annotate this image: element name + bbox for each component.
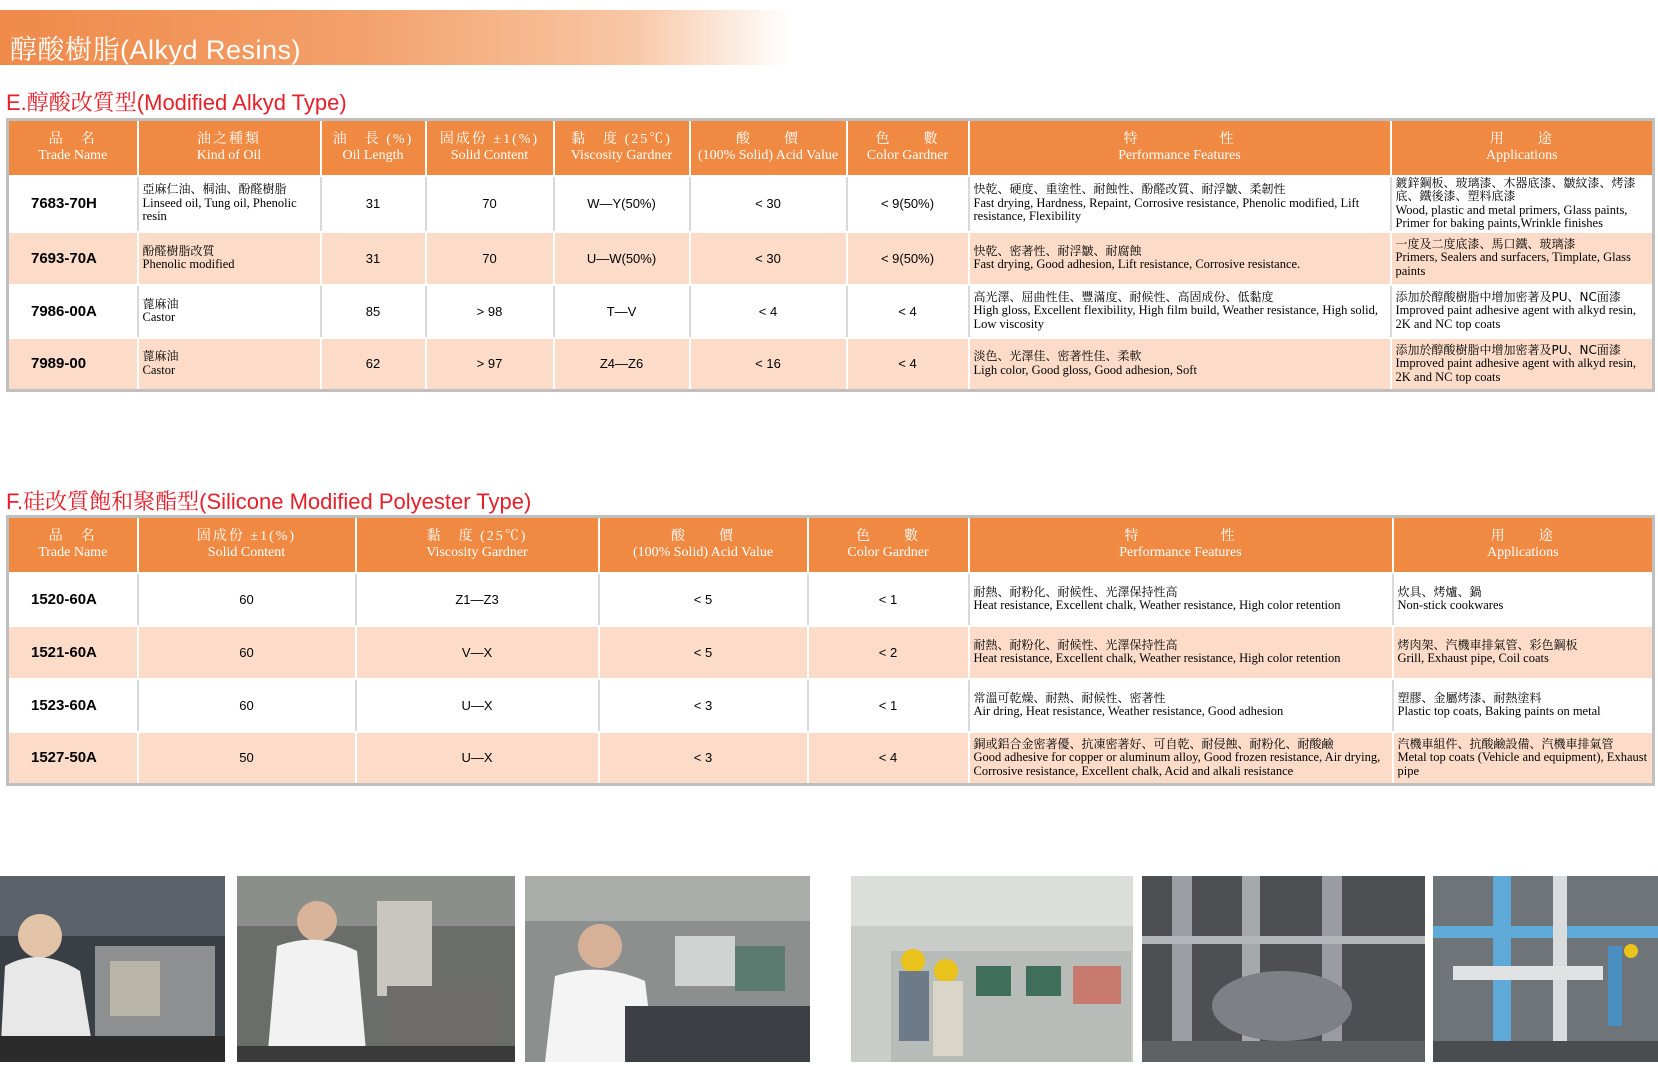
features-cell-zh: 快乾、硬度、重塗性、耐蝕性、酚醛改質、耐浮皺、柔韌性 bbox=[973, 182, 1286, 197]
solid-content-cell: > 97 bbox=[426, 338, 554, 391]
kind-of-oil-cell bbox=[138, 232, 321, 285]
header-trade-name: 品 名 Trade Name bbox=[8, 517, 138, 573]
features-cell-zh: 高光澤、屈曲性佳、豐滿度、耐候性、高固成份、低黏度 bbox=[973, 289, 1274, 304]
features-cell-en: Heat resistance, Excellent chalk, Weather resistance, High color retention bbox=[973, 651, 1341, 665]
features-cell-en: High gloss, Excellent flexibility, High film build, Weather resistance, High solid, Low viscosity bbox=[973, 303, 1378, 331]
applications-cell bbox=[1393, 679, 1654, 732]
lab-photo-2 bbox=[237, 876, 515, 1062]
lab-photo-1 bbox=[0, 876, 225, 1062]
applications-cell-zh: 汽機車組件、抗酸鹼設備、汽機車排氣管 bbox=[1397, 736, 1614, 751]
features-cell-zh: 淡色、光澤佳、密著性佳、柔軟 bbox=[973, 349, 1142, 364]
features-cell-en: Fast drying, Hardness, Repaint, Corrosive resistance, Phenolic modified, Lift resistance, Flexibility bbox=[973, 195, 1360, 224]
table-row bbox=[8, 679, 1654, 732]
color-cell: < 9(50%) bbox=[847, 232, 969, 285]
lab-photo-3 bbox=[525, 876, 810, 1062]
oil-en: Phenolic modified bbox=[142, 257, 235, 271]
table-row bbox=[8, 732, 1654, 785]
modified-alkyd-table bbox=[6, 118, 1655, 392]
oil-zh: 酚醛樹脂改質 bbox=[142, 243, 215, 258]
header-applications: 用 途 Applications bbox=[1393, 517, 1654, 573]
header-viscosity: 黏 度 (25℃) Viscosity Gardner bbox=[356, 517, 599, 573]
table-row bbox=[8, 626, 1654, 679]
header-trade-name: 品 名 Trade Name bbox=[8, 120, 138, 176]
page-banner bbox=[0, 10, 790, 65]
page-title: 醇酸樹脂(Alkyd Resins) bbox=[10, 35, 302, 65]
trade-name-cell: 1523-60A bbox=[8, 679, 138, 732]
factory-photo-1 bbox=[1142, 876, 1425, 1062]
applications-cell-en: Improved paint adhesive agent with alkyd resin, 2K and NC top coats bbox=[1395, 356, 1637, 384]
applications-cell-zh: 炊具、烤爐、鍋 bbox=[1397, 584, 1482, 599]
applications-cell bbox=[1391, 232, 1654, 285]
acid-value-cell: < 5 bbox=[599, 626, 808, 679]
oil-en: Castor bbox=[142, 362, 176, 377]
header-solid-content: 固成份 ±1(%) Solid Content bbox=[138, 517, 356, 573]
applications-cell-en: Wood, plastic and metal primers, Glass paints, Primer for baking paints,Wrinkle finishes bbox=[1395, 202, 1628, 230]
acid-value-cell: < 16 bbox=[690, 338, 847, 391]
factory-photo-2 bbox=[1433, 876, 1658, 1062]
features-cell bbox=[969, 338, 1391, 391]
header-features: 特 性 Performance Features bbox=[969, 120, 1391, 176]
viscosity-cell: U—X bbox=[356, 732, 599, 785]
oil-length-cell: 62 bbox=[321, 338, 426, 391]
color-cell: < 4 bbox=[847, 338, 969, 391]
color-cell: < 9(50%) bbox=[847, 176, 969, 232]
applications-cell-en: Non-stick cookwares bbox=[1397, 598, 1504, 612]
table-header-row bbox=[8, 517, 1654, 573]
trade-name-cell: 7683-70H bbox=[8, 176, 138, 232]
oil-zh: 蓖麻油 bbox=[142, 349, 179, 364]
applications-cell-zh: 添加於醇酸樹脂中增加密著及PU、NC面漆 bbox=[1395, 289, 1621, 304]
table-row bbox=[8, 573, 1654, 626]
trade-name-cell: 7986-00A bbox=[8, 285, 138, 338]
header-viscosity: 黏 度 (25℃) Viscosity Gardner bbox=[554, 120, 690, 176]
solid-content-cell: 70 bbox=[426, 176, 554, 232]
applications-cell bbox=[1391, 285, 1654, 338]
kind-of-oil-cell bbox=[138, 176, 321, 232]
applications-cell bbox=[1391, 176, 1654, 232]
header-solid-content: 固成份 ±1(%) Solid Content bbox=[426, 120, 554, 176]
features-cell-zh: 常溫可乾燥、耐熱、耐候性、密著性 bbox=[973, 690, 1166, 705]
table-row bbox=[8, 285, 1654, 338]
trade-name-cell: 1527-50A bbox=[8, 732, 138, 785]
applications-cell-zh: 烤肉架、汽機車排氣管、彩色鋼板 bbox=[1397, 637, 1578, 652]
control-room-photo bbox=[851, 876, 1133, 1062]
features-cell bbox=[969, 232, 1391, 285]
header-acid-value: 酸 價 (100% Solid) Acid Value bbox=[599, 517, 808, 573]
color-cell: < 2 bbox=[808, 626, 969, 679]
trade-name-cell: 1521-60A bbox=[8, 626, 138, 679]
features-cell bbox=[969, 176, 1391, 232]
trade-name-cell: 1520-60A bbox=[8, 573, 138, 626]
applications-cell bbox=[1393, 626, 1654, 679]
applications-cell-zh: 塑膠、金屬烤漆、耐熱塗料 bbox=[1397, 690, 1542, 705]
features-cell-en: Heat resistance, Excellent chalk, Weather resistance, High color retention bbox=[973, 598, 1341, 612]
oil-length-cell: 31 bbox=[321, 232, 426, 285]
acid-value-cell: < 3 bbox=[599, 732, 808, 785]
applications-cell-en: Grill, Exhaust pipe, Coil coats bbox=[1397, 651, 1549, 665]
table-header-row bbox=[8, 120, 1654, 176]
features-cell-zh: 耐熱、耐粉化、耐候性、光澤保持性高 bbox=[973, 584, 1178, 599]
viscosity-cell: U—X bbox=[356, 679, 599, 732]
viscosity-cell: Z1—Z3 bbox=[356, 573, 599, 626]
trade-name-cell: 7989-00 bbox=[8, 338, 138, 391]
solid-content-cell: 60 bbox=[138, 573, 356, 626]
features-cell bbox=[969, 626, 1393, 679]
header-features: 特 性 Performance Features bbox=[969, 517, 1393, 573]
viscosity-cell: Z4—Z6 bbox=[554, 338, 690, 391]
color-cell: < 1 bbox=[808, 573, 969, 626]
color-cell: < 1 bbox=[808, 679, 969, 732]
color-cell: < 4 bbox=[808, 732, 969, 785]
solid-content-cell: 50 bbox=[138, 732, 356, 785]
acid-value-cell: < 30 bbox=[690, 176, 847, 232]
acid-value-cell: < 3 bbox=[599, 679, 808, 732]
applications-cell-en: Improved paint adhesive agent with alkyd resin, 2K and NC top coats bbox=[1395, 303, 1637, 331]
applications-cell bbox=[1393, 573, 1654, 626]
header-color: 色 數 Color Gardner bbox=[847, 120, 969, 176]
features-cell-en: Good adhesive for copper or aluminum alloy, Good frozen resistance, Air drying, Corrosive resistance, Excellent chalk, Acid and alkali resistance bbox=[973, 750, 1381, 778]
solid-content-cell: 60 bbox=[138, 679, 356, 732]
section-f-title: F.硅改質飽和聚酯型(Silicone Modified Polyester Type) bbox=[6, 489, 532, 514]
features-cell-zh: 銅或鋁合金密著優、抗凍密著好、可自乾、耐侵蝕、耐粉化、耐酸鹼 bbox=[973, 736, 1334, 751]
features-cell bbox=[969, 573, 1393, 626]
applications-cell-zh: 一度及二度底漆、馬口鐵、玻璃漆 bbox=[1395, 236, 1576, 251]
viscosity-cell: U—W(50%) bbox=[554, 232, 690, 285]
features-cell-zh: 快乾、密著性、耐浮皺、耐腐蝕 bbox=[973, 243, 1142, 258]
applications-cell-zh: 鍍鋅鋼板、玻璃漆、木器底漆、皺紋漆、烤漆底、鐵後漆、塑料底漆 bbox=[1395, 175, 1636, 203]
kind-of-oil-cell bbox=[138, 285, 321, 338]
features-cell bbox=[969, 285, 1391, 338]
header-acid-value: 酸 價 (100% Solid) Acid Value bbox=[690, 120, 847, 176]
features-cell-zh: 耐熱、耐粉化、耐候性、光澤保持性高 bbox=[973, 637, 1178, 652]
section-e-title: E.醇酸改質型(Modified Alkyd Type) bbox=[6, 90, 347, 115]
header-kind-of-oil: 油之種類 Kind of Oil bbox=[138, 120, 321, 176]
table-row bbox=[8, 338, 1654, 391]
features-cell-en: Air dring, Heat resistance, Weather resistance, Good adhesion bbox=[973, 704, 1284, 718]
header-applications: 用 途 Applications bbox=[1391, 120, 1654, 176]
oil-en: Linseed oil, Tung oil, Phenolic resin bbox=[142, 195, 297, 224]
applications-cell bbox=[1393, 732, 1654, 785]
acid-value-cell: < 4 bbox=[690, 285, 847, 338]
solid-content-cell: 60 bbox=[138, 626, 356, 679]
oil-en: Castor bbox=[142, 310, 176, 324]
viscosity-cell: W—Y(50%) bbox=[554, 176, 690, 232]
applications-cell-en: Plastic top coats, Baking paints on metal bbox=[1397, 704, 1601, 718]
features-cell bbox=[969, 732, 1393, 785]
applications-cell bbox=[1391, 338, 1654, 391]
trade-name-cell: 7693-70A bbox=[8, 232, 138, 285]
kind-of-oil-cell bbox=[138, 338, 321, 391]
silicone-polyester-table bbox=[6, 515, 1655, 786]
oil-length-cell: 31 bbox=[321, 176, 426, 232]
table-row bbox=[8, 176, 1654, 232]
features-cell bbox=[969, 679, 1393, 732]
features-cell-en: Ligh color, Good gloss, Good adhesion, Soft bbox=[973, 362, 1197, 377]
oil-zh: 蓖麻油 bbox=[142, 296, 179, 311]
acid-value-cell: < 5 bbox=[599, 573, 808, 626]
color-cell: < 4 bbox=[847, 285, 969, 338]
acid-value-cell: < 30 bbox=[690, 232, 847, 285]
header-oil-length: 油 長 (%) Oil Length bbox=[321, 120, 426, 176]
header-color: 色 數 Color Gardner bbox=[808, 517, 969, 573]
viscosity-cell: T—V bbox=[554, 285, 690, 338]
features-cell-en: Fast drying, Good adhesion, Lift resistance, Corrosive resistance. bbox=[973, 257, 1301, 271]
viscosity-cell: V—X bbox=[356, 626, 599, 679]
table-row bbox=[8, 232, 1654, 285]
solid-content-cell: 70 bbox=[426, 232, 554, 285]
applications-cell-en: Metal top coats (Vehicle and equipment), Exhaust pipe bbox=[1397, 750, 1648, 778]
solid-content-cell: > 98 bbox=[426, 285, 554, 338]
oil-zh: 亞麻仁油、桐油、酚醛樹脂 bbox=[142, 182, 287, 197]
applications-cell-zh: 添加於醇酸樹脂中增加密著及PU、NC面漆 bbox=[1395, 342, 1621, 357]
applications-cell-en: Primers, Sealers and surfacers, Timplate, Glass paints bbox=[1395, 250, 1631, 278]
oil-length-cell: 85 bbox=[321, 285, 426, 338]
